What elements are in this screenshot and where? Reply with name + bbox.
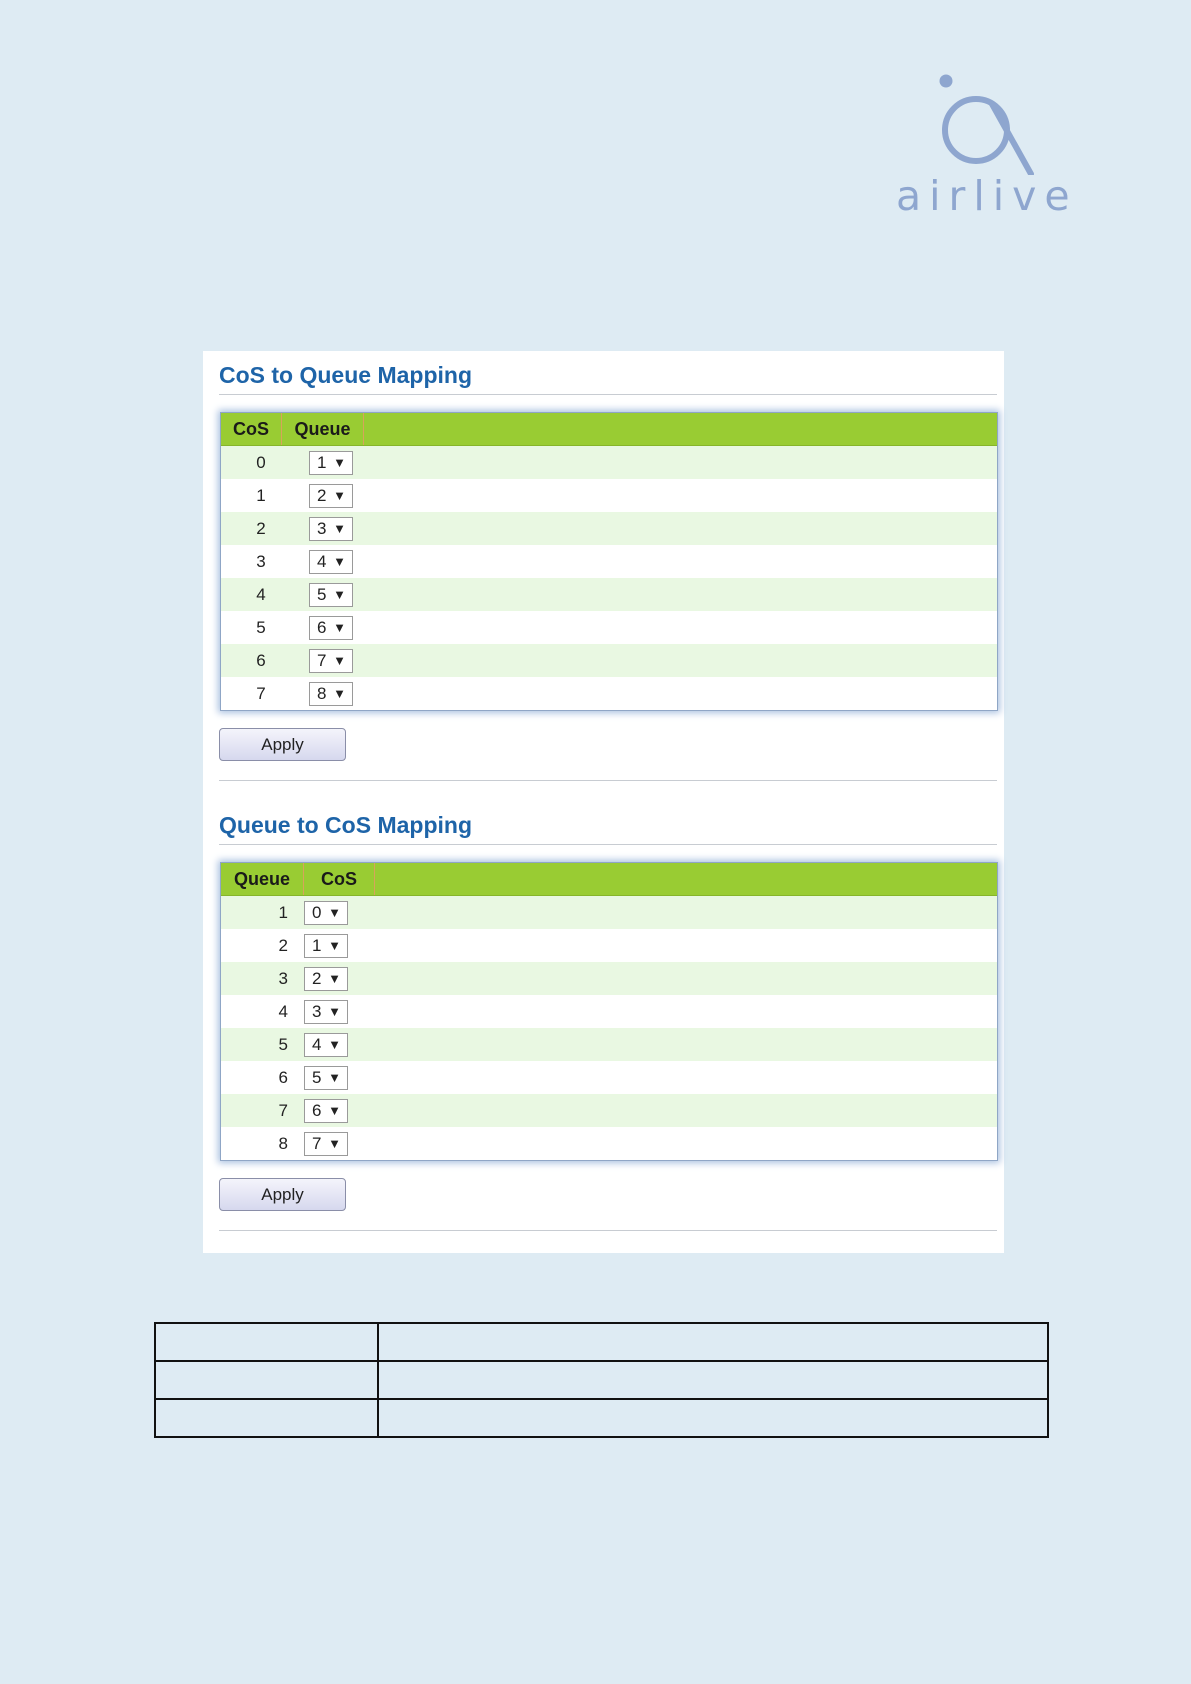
queue-cos-select-value: 3 bbox=[312, 1001, 322, 1021]
dropdown-arrow-icon: ▼ bbox=[328, 1070, 341, 1085]
cos-queue-key: 4 bbox=[256, 584, 266, 604]
queue-to-cos-title-divider bbox=[219, 844, 997, 845]
dropdown-arrow-icon: ▼ bbox=[333, 488, 346, 503]
table-cell bbox=[378, 1323, 1048, 1361]
queue-cos-row bbox=[221, 995, 997, 1028]
cos-queue-select-cell bbox=[301, 616, 353, 640]
cos-queue-row bbox=[221, 611, 997, 644]
airlive-logo bbox=[896, 70, 1076, 230]
header-queue: Queue bbox=[282, 413, 364, 445]
dropdown-arrow-icon: ▼ bbox=[333, 620, 346, 635]
cos-queue-row bbox=[221, 479, 997, 512]
cos-to-queue-section-divider bbox=[219, 780, 997, 781]
table-cell bbox=[155, 1399, 378, 1437]
cos-to-queue-table-body bbox=[221, 446, 997, 710]
header-cos: CoS bbox=[221, 413, 282, 445]
cos-queue-select-value: 8 bbox=[317, 683, 327, 703]
dropdown-arrow-icon: ▼ bbox=[328, 938, 341, 953]
queue-cos-select[interactable] bbox=[304, 967, 348, 991]
cos-queue-select[interactable] bbox=[309, 550, 353, 574]
header-queue: Queue bbox=[221, 863, 304, 895]
cos-queue-select-cell bbox=[301, 484, 353, 508]
queue-cos-select-value: 2 bbox=[312, 968, 322, 988]
cos-queue-key: 7 bbox=[256, 683, 266, 703]
cos-queue-select[interactable] bbox=[309, 616, 353, 640]
queue-cos-select-value: 4 bbox=[312, 1034, 322, 1054]
cos-queue-select-value: 3 bbox=[317, 518, 327, 538]
dropdown-arrow-icon: ▼ bbox=[328, 971, 341, 986]
queue-cos-key: 8 bbox=[278, 1133, 288, 1153]
queue-cos-key: 3 bbox=[278, 968, 288, 988]
cos-queue-key: 0 bbox=[256, 452, 266, 472]
cos-queue-select[interactable] bbox=[309, 484, 353, 508]
cos-queue-select-cell bbox=[301, 649, 353, 673]
cos-queue-select-cell bbox=[301, 517, 353, 541]
cos-queue-row bbox=[221, 578, 997, 611]
dropdown-arrow-icon: ▼ bbox=[328, 1103, 341, 1118]
queue-cos-key: 4 bbox=[278, 1001, 288, 1021]
queue-cos-key: 1 bbox=[278, 902, 288, 922]
cos-queue-key: 2 bbox=[256, 518, 266, 538]
dropdown-arrow-icon: ▼ bbox=[333, 653, 346, 668]
table-row bbox=[155, 1399, 1048, 1437]
cos-to-queue-title: CoS to Queue Mapping bbox=[219, 362, 472, 388]
dropdown-arrow-icon: ▼ bbox=[328, 1004, 341, 1019]
queue-cos-select-cell bbox=[296, 901, 348, 925]
queue-cos-row bbox=[221, 896, 997, 929]
dropdown-arrow-icon: ▼ bbox=[333, 554, 346, 569]
cos-queue-select-value: 2 bbox=[317, 485, 327, 505]
queue-cos-select-value: 7 bbox=[312, 1133, 322, 1153]
dropdown-arrow-icon: ▼ bbox=[328, 1037, 341, 1052]
dropdown-arrow-icon: ▼ bbox=[333, 521, 346, 536]
queue-cos-select[interactable] bbox=[304, 1132, 348, 1156]
queue-to-cos-table bbox=[220, 862, 998, 1161]
queue-cos-select-value: 1 bbox=[312, 935, 322, 955]
queue-cos-row bbox=[221, 1061, 997, 1094]
table-row bbox=[155, 1361, 1048, 1399]
queue-cos-select-cell bbox=[296, 967, 348, 991]
cos-queue-select-cell bbox=[301, 550, 353, 574]
queue-cos-select[interactable] bbox=[304, 1000, 348, 1024]
queue-cos-select-value: 0 bbox=[312, 902, 322, 922]
cos-to-queue-table-header bbox=[221, 413, 997, 446]
airlive-wordmark: airlive bbox=[896, 172, 1078, 220]
table-cell bbox=[378, 1399, 1048, 1437]
table-cell bbox=[155, 1323, 378, 1361]
cos-queue-row bbox=[221, 512, 997, 545]
queue-cos-select[interactable] bbox=[304, 1033, 348, 1057]
cos-to-queue-apply-button[interactable]: Apply bbox=[219, 728, 346, 761]
cos-queue-select-value: 1 bbox=[317, 452, 327, 472]
table-cell bbox=[155, 1361, 378, 1399]
queue-cos-select-cell bbox=[296, 934, 348, 958]
queue-cos-select-cell bbox=[296, 1000, 348, 1024]
cos-queue-select-value: 4 bbox=[317, 551, 327, 571]
queue-cos-select[interactable] bbox=[304, 1066, 348, 1090]
cos-queue-select-cell bbox=[301, 583, 353, 607]
dropdown-arrow-icon: ▼ bbox=[333, 587, 346, 602]
cos-queue-row bbox=[221, 677, 997, 710]
queue-cos-row bbox=[221, 962, 997, 995]
queue-cos-key: 6 bbox=[278, 1067, 288, 1087]
queue-cos-key: 7 bbox=[278, 1100, 288, 1120]
queue-cos-select-value: 5 bbox=[312, 1067, 322, 1087]
cos-queue-row bbox=[221, 545, 997, 578]
queue-cos-row bbox=[221, 1127, 997, 1160]
dropdown-arrow-icon: ▼ bbox=[328, 1136, 341, 1151]
cos-queue-select-cell bbox=[301, 451, 353, 475]
queue-cos-select[interactable] bbox=[304, 934, 348, 958]
cos-queue-key: 3 bbox=[256, 551, 266, 571]
description-table bbox=[154, 1322, 1049, 1438]
qos-mapping-panel bbox=[203, 351, 1004, 1253]
queue-cos-select-cell bbox=[296, 1033, 348, 1057]
cos-queue-select[interactable] bbox=[309, 517, 353, 541]
cos-queue-select[interactable] bbox=[309, 682, 353, 706]
queue-cos-select[interactable] bbox=[304, 901, 348, 925]
queue-cos-select-cell bbox=[296, 1099, 348, 1123]
queue-cos-row bbox=[221, 1028, 997, 1061]
queue-to-cos-apply-button[interactable]: Apply bbox=[219, 1178, 346, 1211]
cos-queue-select-value: 6 bbox=[317, 617, 327, 637]
cos-queue-select[interactable] bbox=[309, 583, 353, 607]
dropdown-arrow-icon: ▼ bbox=[333, 455, 346, 470]
cos-queue-select-cell bbox=[301, 682, 353, 706]
cos-queue-row bbox=[221, 644, 997, 677]
queue-cos-key: 5 bbox=[278, 1034, 288, 1054]
cos-to-queue-title-divider bbox=[219, 394, 997, 395]
queue-cos-row bbox=[221, 1094, 997, 1127]
queue-to-cos-table-body bbox=[221, 896, 997, 1160]
dropdown-arrow-icon: ▼ bbox=[328, 905, 341, 920]
queue-cos-row bbox=[221, 929, 997, 962]
cos-queue-select-value: 7 bbox=[317, 650, 327, 670]
cos-queue-key: 1 bbox=[256, 485, 266, 505]
cos-queue-select[interactable] bbox=[309, 649, 353, 673]
cos-to-queue-table bbox=[220, 412, 998, 711]
airlive-logo-mark-icon bbox=[896, 70, 1076, 175]
cos-queue-row bbox=[221, 446, 997, 479]
cos-queue-key: 5 bbox=[256, 617, 266, 637]
queue-to-cos-table-header bbox=[221, 863, 997, 896]
cos-queue-select-value: 5 bbox=[317, 584, 327, 604]
cos-queue-key: 6 bbox=[256, 650, 266, 670]
queue-cos-select-value: 6 bbox=[312, 1100, 322, 1120]
queue-cos-select-cell bbox=[296, 1066, 348, 1090]
queue-cos-select[interactable] bbox=[304, 1099, 348, 1123]
dropdown-arrow-icon: ▼ bbox=[333, 686, 346, 701]
queue-cos-key: 2 bbox=[278, 935, 288, 955]
queue-cos-select-cell bbox=[296, 1132, 348, 1156]
queue-to-cos-section-divider bbox=[219, 1230, 997, 1231]
cos-queue-select[interactable] bbox=[309, 451, 353, 475]
header-cos: CoS bbox=[304, 863, 375, 895]
queue-to-cos-title: Queue to CoS Mapping bbox=[219, 812, 472, 838]
table-cell bbox=[378, 1361, 1048, 1399]
table-row bbox=[155, 1323, 1048, 1361]
